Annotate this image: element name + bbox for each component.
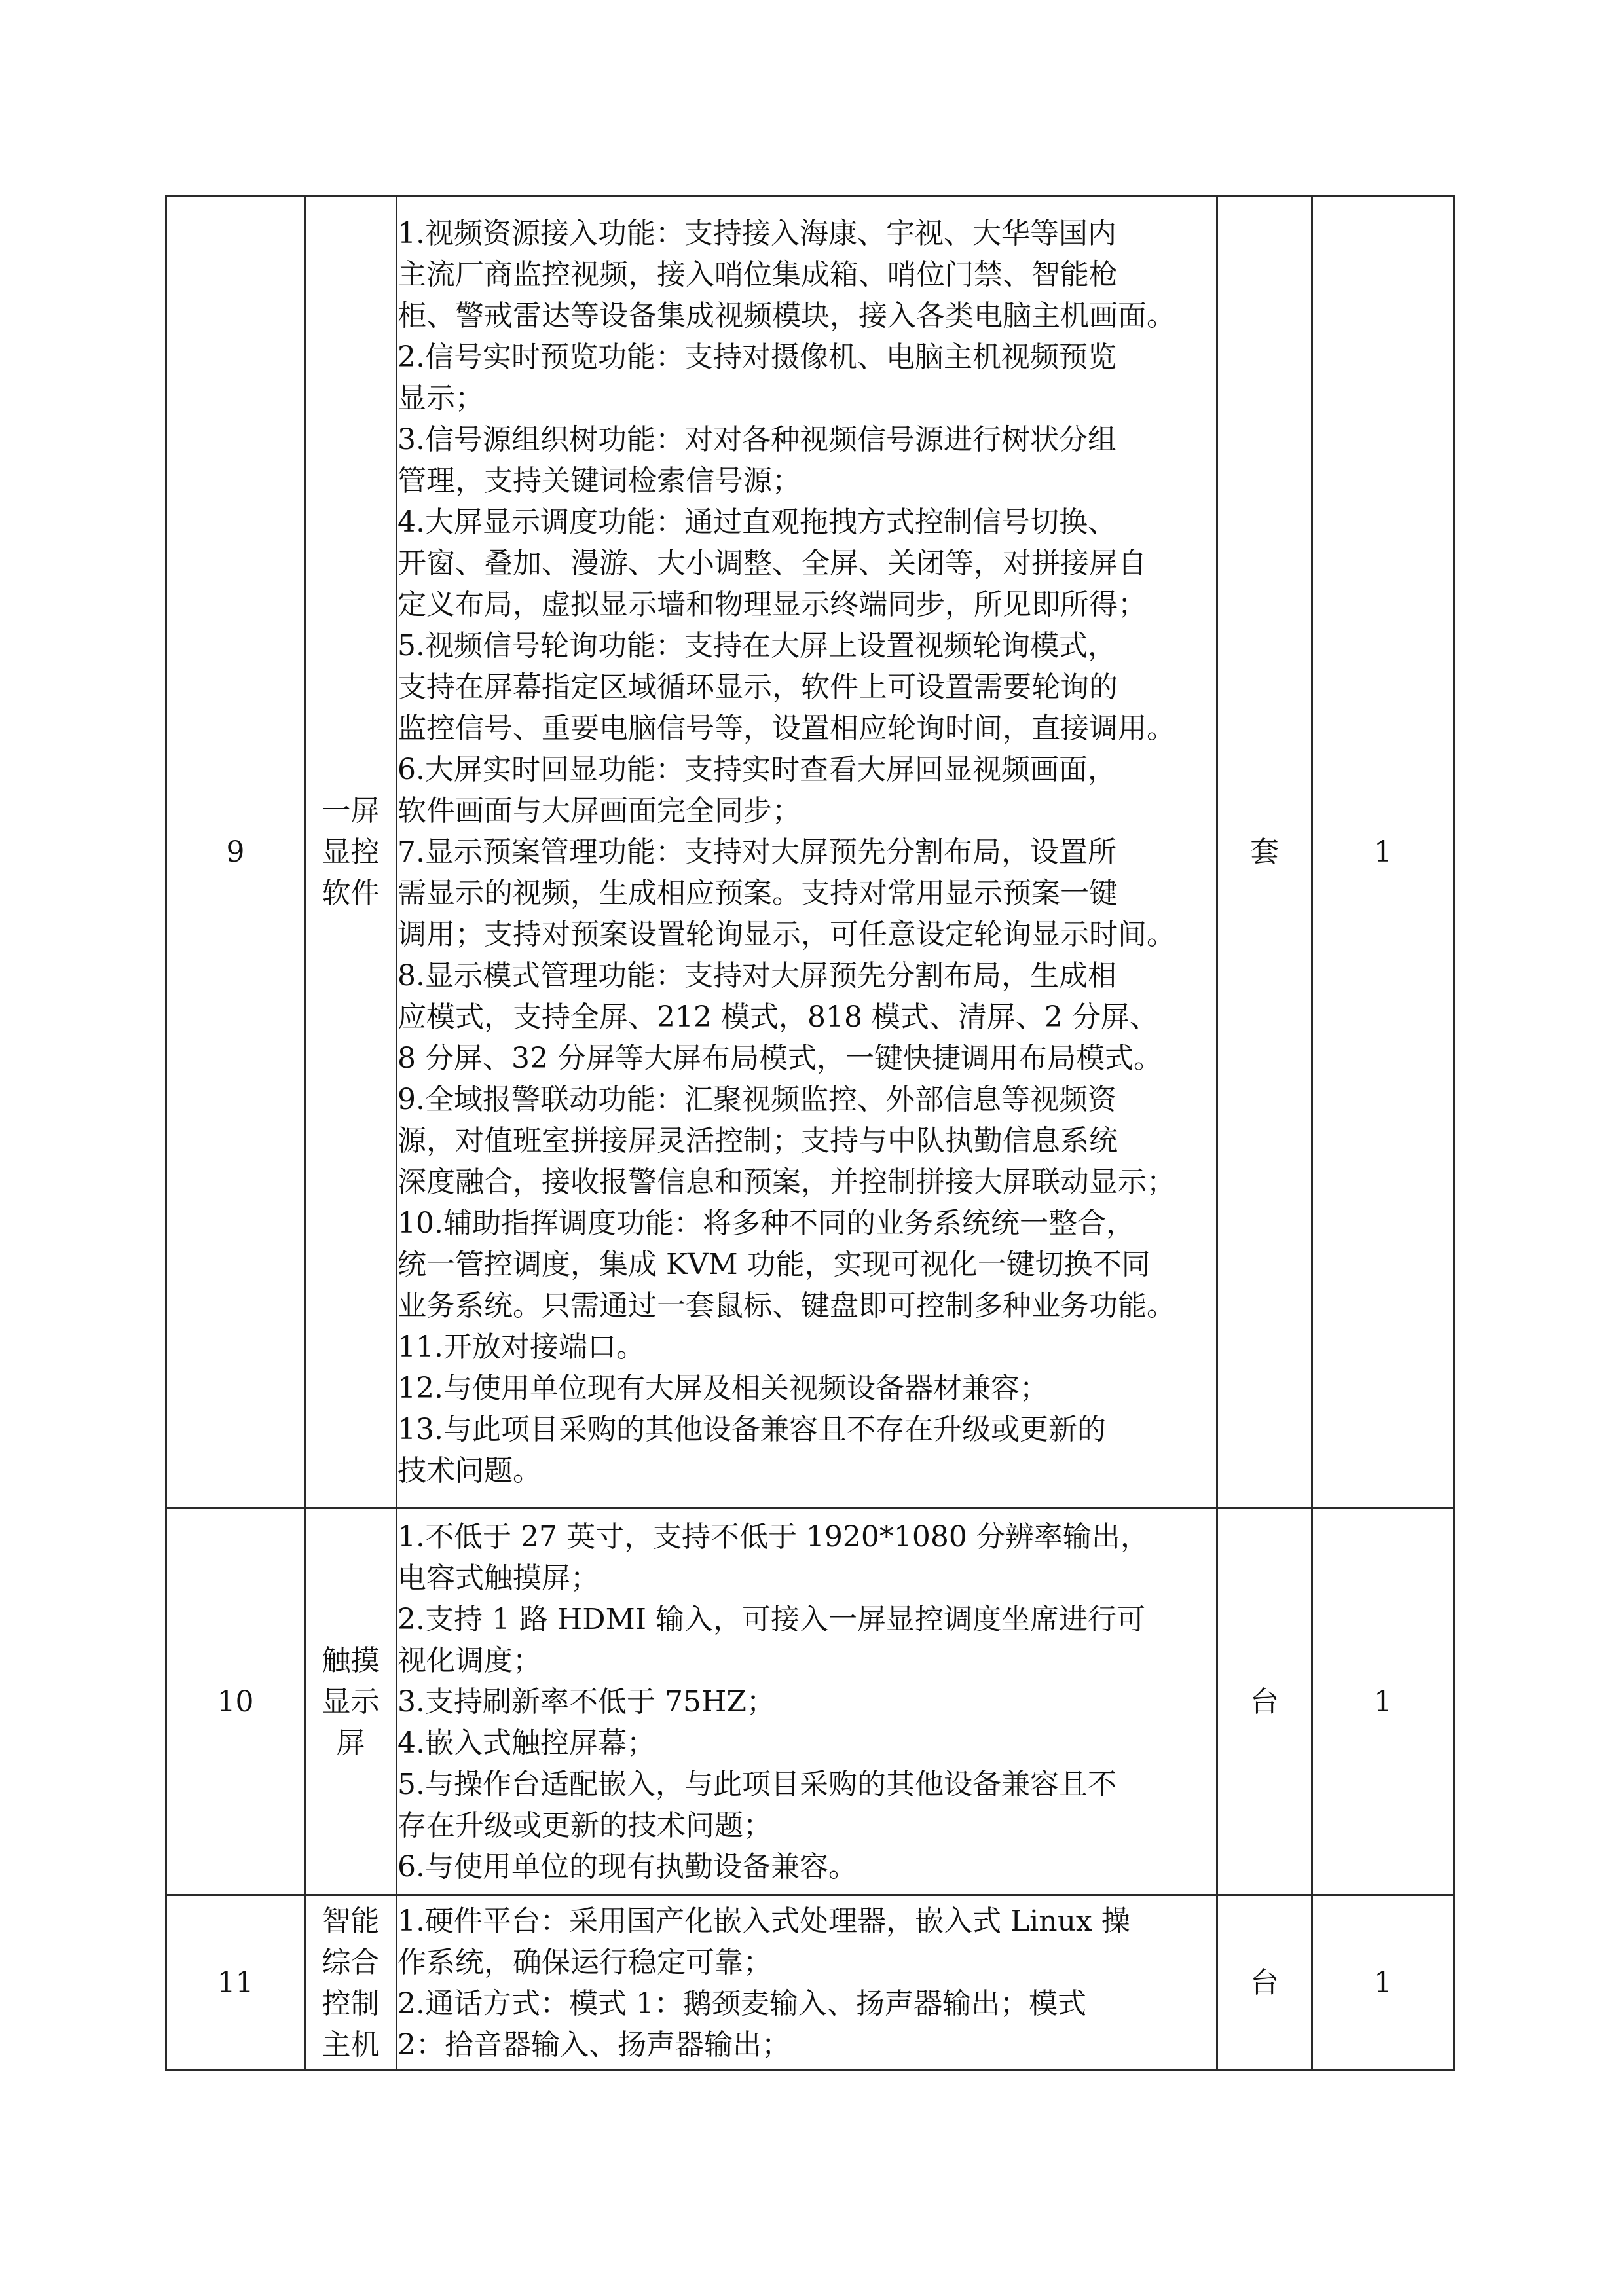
item-specification: 1.不低于 27 英寸，支持不低于 1920*1080 分辨率输出， 电容式触摸屏； 2.支持 1 路 HDMI 输入，可接入一屏显控调度坐席进行可 视化调度； 3.支持刷新率不低于 75HZ； 4.嵌入式触控屏幕； 5.与操作台适配嵌入，与此项目采购的其他设备兼容且不 存在升级或更新的技术问题； 6.与使用单位的现有执勤设备兼容。 [397,1508,1217,1895]
table-row [166,1895,1454,2071]
item-specification: 1.硬件平台：采用国产化嵌入式处理器，嵌入式 Linux 操 作系统，确保运行稳定可靠； 2.通话方式：模式 1：鹅颈麦输入、扬声器输出；模式 2：拾音器输入、扬声器输出； [397,1895,1217,2071]
item-name: 触摸 显示 屏 [305,1508,397,1895]
item-number: 10 [166,1508,305,1895]
item-unit: 套 [1217,196,1312,1508]
item-number: 9 [166,196,305,1508]
item-quantity: 1 [1312,1895,1454,2071]
item-name: 智能 综合 控制 主机 [305,1895,397,2071]
table-row [166,196,1454,1508]
item-name: 一屏 显控 软件 [305,196,397,1508]
equipment-spec-table [165,195,1455,2071]
item-quantity: 1 [1312,196,1454,1508]
item-quantity: 1 [1312,1508,1454,1895]
table-row [166,1508,1454,1895]
item-unit: 台 [1217,1508,1312,1895]
item-number: 11 [166,1895,305,2071]
item-unit: 台 [1217,1895,1312,2071]
item-specification: 1.视频资源接入功能：支持接入海康、宇视、大华等国内 主流厂商监控视频，接入哨位集成箱、哨位门禁、智能枪 柜、警戒雷达等设备集成视频模块，接入各类电脑主机画面。 2.信号实时预览功能：支持对摄像机、电脑主机视频预览 显示； 3.信号源组织树功能：对对各种视频信号源进行树状分组 管理，支持关键词检索信号源； 4.大屏显示调度功能：通过直观拖拽方式控制信号切换、 开窗、叠加、漫游、大小调整、全屏、关闭等，对拼接屏自 定义布局，虚拟显示墙和物理显示终端同步，所见即所得； 5.视频信号轮询功能：支持在大屏上设置视频轮询模式， 支持在屏幕指定区域循环显示，软件上可设置需要轮询的 监控信号、重要电脑信号等，设置相应轮询时间，直接调用。 6.大屏实时回显功能：支持实时查看大屏回显视频画面， 软件画面与大屏画面完全同步； 7.显示预案管理功能：支持对大屏预先分割布局，设置所 需显示的视频，生成相应预案。支持对常用显示预案一键 调用；支持对预案设置轮询显示，可任意设定轮询显示时间。 8.显示模式管理功能：支持对大屏预先分割布局，生成相 应模式，支持全屏、212 模式，818 模式、清屏、2 分屏、 8 分屏、32 分屏等大屏布局模式，一键快捷调用布局模式。 9.全域报警联动功能：汇聚视频监控、外部信息等视频资 源，对值班室拼接屏灵活控制；支持与中队执勤信息系统 深度融合，接收报警信息和预案，并控制拼接大屏联动显示； 10.辅助指挥调度功能：将多种不同的业务系统统一整合， 统一管控调度，集成 KVM 功能，实现可视化一键切换不同 业务系统。只需通过一套鼠标、键盘即可控制多种业务功能。 11.开放对接端口。 12.与使用单位现有大屏及相关视频设备器材兼容； 13.与此项目采购的其他设备兼容且不存在升级或更新的 技术问题。 [397,196,1217,1508]
